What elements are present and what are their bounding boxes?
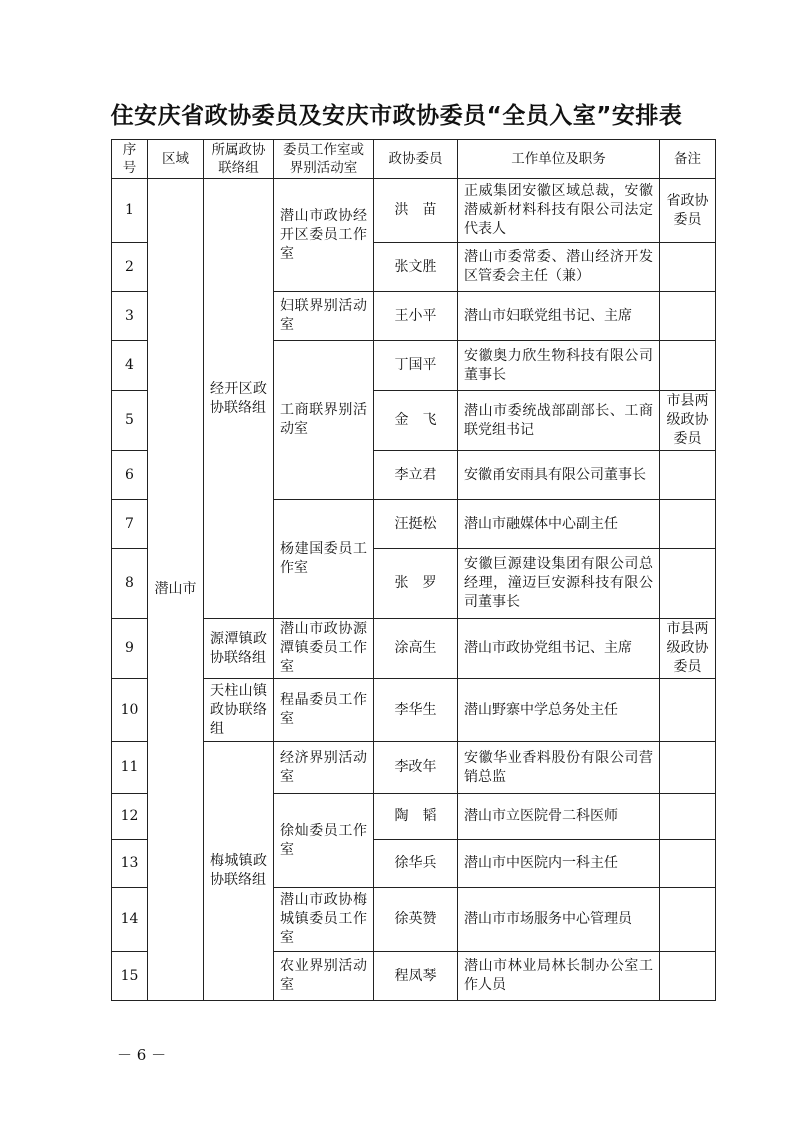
page-number: － 6 －: [117, 1046, 167, 1064]
note-cell: [660, 500, 716, 549]
unit-cell: 安徽巨源建设集团有限公司总经理，潼迈巨安源科技有限公司董事长: [458, 549, 660, 619]
unit-cell: 潜山市委常委、潜山经济开发区管委会主任（兼）: [458, 243, 660, 292]
unit-cell: 正威集团安徽区域总裁，安徽潜威新材料科技有限公司法定代表人: [458, 179, 660, 243]
member-name: 李立君: [374, 451, 458, 500]
member-name: 王小平: [374, 292, 458, 341]
header-cell: 委员工作室或界别活动室: [274, 140, 374, 179]
note-cell: [660, 888, 716, 952]
note-cell: [660, 243, 716, 292]
member-name: 徐华兵: [374, 840, 458, 888]
member-name: 程凤琴: [374, 952, 458, 1001]
studio-cell: 潜山市政协梅城镇委员工作室: [274, 888, 374, 952]
member-name: 李华生: [374, 679, 458, 742]
document-title: 住安庆省政协委员及安庆市政协委员“全员入室”安排表: [110, 103, 683, 129]
studio-cell: 工商联界别活动室: [274, 341, 374, 500]
group-cell: 源潭镇政协联络组: [204, 619, 274, 679]
note-cell: [660, 679, 716, 742]
note-cell: 市县两级政协委员: [660, 391, 716, 451]
member-name: 丁国平: [374, 341, 458, 391]
row-number: 13: [112, 840, 148, 888]
member-name: 陶 韬: [374, 794, 458, 840]
unit-cell: 潜山市政协党组书记、主席: [458, 619, 660, 679]
row-number: 1: [112, 179, 148, 243]
note-cell: [660, 952, 716, 1001]
row-number: 6: [112, 451, 148, 500]
row-number: 8: [112, 549, 148, 619]
unit-cell: 安徽华业香料股份有限公司营销总监: [458, 742, 660, 794]
note-cell: 市县两级政协委员: [660, 619, 716, 679]
studio-cell: 经济界别活动室: [274, 742, 374, 794]
header-cell: 工作单位及职务: [458, 140, 660, 179]
unit-cell: 潜山市委统战部副部长、工商联党组书记: [458, 391, 660, 451]
unit-cell: 潜山市中医院内一科主任: [458, 840, 660, 888]
header-cell: 政协委员: [374, 140, 458, 179]
unit-cell: 潜山市立医院骨二科医师: [458, 794, 660, 840]
member-name: 张 罗: [374, 549, 458, 619]
member-name: 张文胜: [374, 243, 458, 292]
header-cell: 所属政协联络组: [204, 140, 274, 179]
member-name: 金 飞: [374, 391, 458, 451]
studio-cell: 杨建国委员工作室: [274, 500, 374, 619]
unit-cell: 潜山市妇联党组书记、主席: [458, 292, 660, 341]
header-row: [112, 140, 716, 179]
group-cell: 梅城镇政协联络组: [204, 742, 274, 1001]
row-number: 4: [112, 341, 148, 391]
row-number: 2: [112, 243, 148, 292]
unit-cell: 潜山市市场服务中心管理员: [458, 888, 660, 952]
row-number: 3: [112, 292, 148, 341]
row-number: 9: [112, 619, 148, 679]
row-number: 12: [112, 794, 148, 840]
row-number: 7: [112, 500, 148, 549]
studio-cell: 农业界别活动室: [274, 952, 374, 1001]
header-cell: 区域: [148, 140, 204, 179]
header-cell: 备注: [660, 140, 716, 179]
header-cell: 序号: [112, 140, 148, 179]
row-number: 10: [112, 679, 148, 742]
member-name: 涂高生: [374, 619, 458, 679]
row-number: 15: [112, 952, 148, 1001]
unit-cell: 潜山市林业局林长制办公室工作人员: [458, 952, 660, 1001]
unit-cell: 安徽甬安雨具有限公司董事长: [458, 451, 660, 500]
row-number: 11: [112, 742, 148, 794]
member-name: 洪 苗: [374, 179, 458, 243]
note-cell: [660, 292, 716, 341]
unit-cell: 潜山市融媒体中心副主任: [458, 500, 660, 549]
note-cell: [660, 451, 716, 500]
group-cell: 天柱山镇政协联络组: [204, 679, 274, 742]
note-cell: 省政协委员: [660, 179, 716, 243]
note-cell: [660, 549, 716, 619]
studio-cell: 徐灿委员工作室: [274, 794, 374, 888]
row-number: 5: [112, 391, 148, 451]
member-name: 汪挺松: [374, 500, 458, 549]
roster-table: [111, 139, 716, 1001]
table-row: [112, 179, 716, 243]
note-cell: [660, 794, 716, 840]
member-name: 徐英赞: [374, 888, 458, 952]
region-cell: 潜山市: [148, 179, 204, 1001]
unit-cell: 潜山野寨中学总务处主任: [458, 679, 660, 742]
member-name: 李改年: [374, 742, 458, 794]
studio-cell: 潜山市政协经开区委员工作室: [274, 179, 374, 292]
studio-cell: 妇联界别活动室: [274, 292, 374, 341]
note-cell: [660, 840, 716, 888]
studio-cell: 程晶委员工作室: [274, 679, 374, 742]
group-cell: 经开区政协联络组: [204, 179, 274, 619]
note-cell: [660, 341, 716, 391]
row-number: 14: [112, 888, 148, 952]
studio-cell: 潜山市政协源潭镇委员工作室: [274, 619, 374, 679]
note-cell: [660, 742, 716, 794]
unit-cell: 安徽奥力欣生物科技有限公司董事长: [458, 341, 660, 391]
